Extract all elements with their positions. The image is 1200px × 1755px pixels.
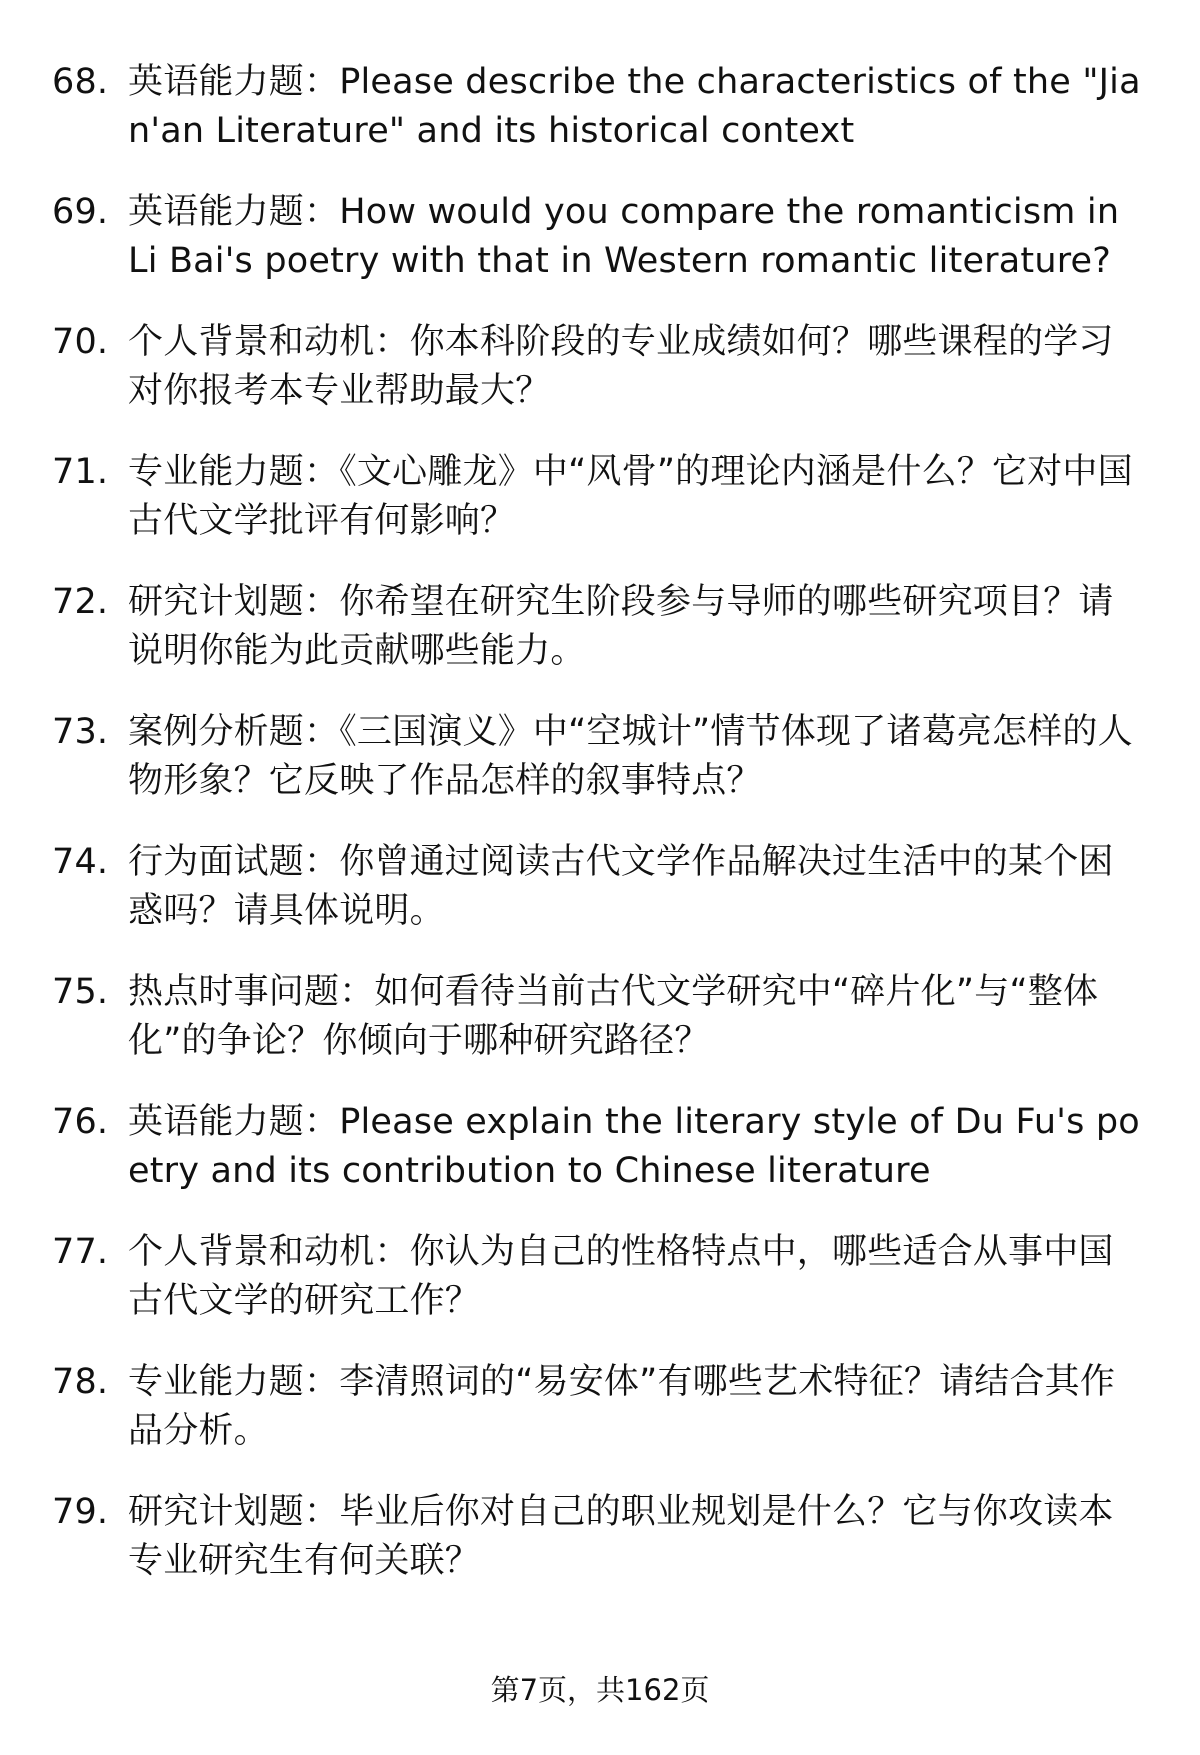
question-number: 73. [52,712,109,752]
question-number: 70. [52,322,109,362]
question-item [0,1228,1200,1326]
question-text: 英语能力题：How would you compare the romanticism in Li Bai's poetry with that in Western romantic literature? [128,192,1120,281]
question-text: 案例分析题：《三国演义》中“空城计”情节体现了诸葛亮怎样的人物形象？它反映了作品怎样的叙事特点？ [128,712,1133,801]
page-footer: 第7页，共162页 [490,1673,710,1707]
question-item [0,1358,1200,1456]
question-item [0,1488,1200,1586]
question-number: 77. [52,1232,109,1272]
question-number: 74. [52,842,109,882]
question-item [0,708,1200,806]
question-item [0,318,1200,416]
question-number: 78. [52,1362,109,1402]
question-number: 72. [52,582,109,622]
question-text: 研究计划题：你希望在研究生阶段参与导师的哪些研究项目？请说明你能为此贡献哪些能力。 [128,582,1114,671]
question-item [0,58,1200,156]
question-number: 68. [52,62,109,102]
question-text: 英语能力题：Please describe the characteristics of the "Jian'an Literature" and its historical context [128,62,1141,151]
question-list [0,58,1200,1586]
question-number: 69. [52,192,109,232]
question-item [0,448,1200,546]
question-text: 热点时事问题：如何看待当前古代文学研究中“碎片化”与“整体化”的争论？你倾向于哪种研究路径？ [128,972,1099,1061]
question-text: 研究计划题：毕业后你对自己的职业规划是什么？它与你攻读本专业研究生有何关联？ [128,1492,1114,1581]
question-number: 75. [52,972,109,1012]
question-text: 个人背景和动机：你认为自己的性格特点中，哪些适合从事中国古代文学的研究工作？ [128,1232,1114,1321]
question-text: 行为面试题：你曾通过阅读古代文学作品解决过生活中的某个困惑吗？请具体说明。 [128,842,1114,931]
question-text: 专业能力题：李清照词的“易安体”有哪些艺术特征？请结合其作品分析。 [128,1362,1116,1451]
question-text: 英语能力题：Please explain the literary style of Du Fu's poetry and its contribution to Chinese literature [128,1102,1140,1191]
question-text: 专业能力题：《文心雕龙》中“风骨”的理论内涵是什么？它对中国古代文学批评有何影响？ [128,452,1133,541]
question-item [0,578,1200,676]
question-item [0,838,1200,936]
question-text: 个人背景和动机：你本科阶段的专业成绩如何？哪些课程的学习对你报考本专业帮助最大？ [128,322,1114,411]
question-number: 71. [52,452,109,492]
question-number: 79. [52,1492,109,1532]
question-item [0,188,1200,286]
question-item [0,968,1200,1066]
question-item [0,1098,1200,1196]
question-number: 76. [52,1102,109,1142]
